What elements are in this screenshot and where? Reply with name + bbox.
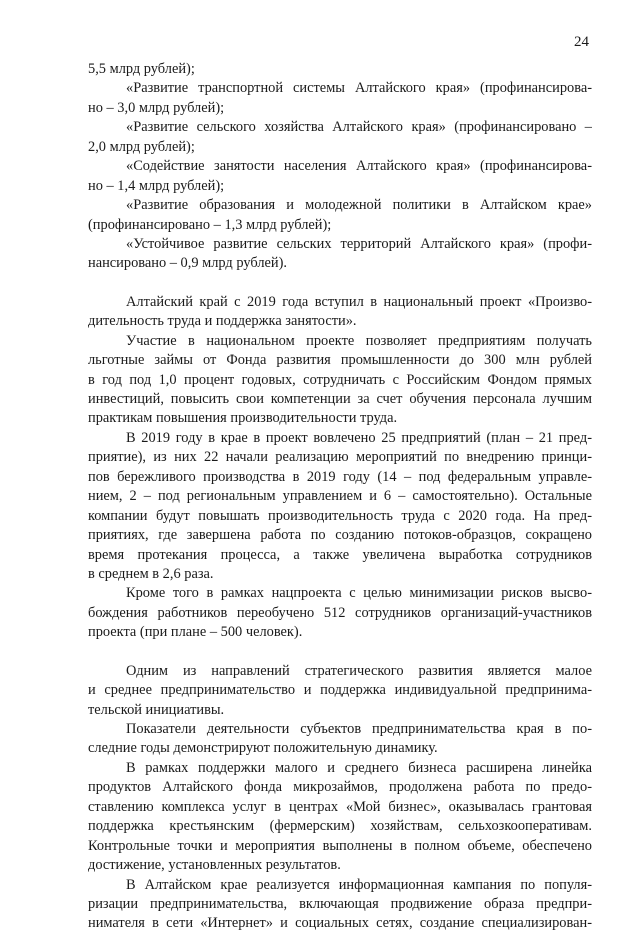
text-line: в среднем в 2,6 раза. xyxy=(88,565,214,582)
text-line: «Развитие транспортной системы Алтайского края» (профинансирова- xyxy=(126,80,592,97)
text-line: поддержка крестьянским (фермерским) хозяйствам, сельхозкооперативам. xyxy=(88,818,592,835)
text-line: «Развитие сельского хозяйства Алтайского края» (профинансировано – xyxy=(126,119,592,136)
text-line: но – 3,0 млрд рублей); xyxy=(88,99,225,116)
text-line: Одним из направлений стратегического развития является малое xyxy=(126,662,592,679)
text-line: льготные займы от Фонда развития промышленности до 300 млн рублей xyxy=(88,352,592,369)
text-line: (профинансировано – 1,3 млрд рублей); xyxy=(88,216,332,233)
text-line: нансировано – 0,9 млрд рублей). xyxy=(88,255,287,272)
text-line: В Алтайском крае реализуется информационная кампания по популя- xyxy=(126,876,592,893)
text-line: но – 1,4 млрд рублей); xyxy=(88,177,225,194)
text-line: «Устойчивое развитие сельских территорий Алтайского края» (профи- xyxy=(126,235,592,252)
text-line: достижение, установленных результатов. xyxy=(88,857,341,874)
text-line: приятие), из них 22 начали реализацию мероприятий по внедрению принци- xyxy=(88,449,592,466)
text-line: время протекания процесса, а также увеличена выработка сотрудников xyxy=(88,546,592,563)
text-line: компании будут повышать производительность труда с 2020 года. На пред- xyxy=(88,507,592,524)
text-line: пов бережливого производства в 2019 году (14 – под федеральным управле- xyxy=(88,468,592,485)
text-line: практикам повышения производительности труда. xyxy=(88,410,398,427)
text-line: нием, 2 – под региональным управлением и 6 – самостоятельно). Остальные xyxy=(88,488,592,505)
document-body xyxy=(88,60,592,934)
page-number: 24 xyxy=(574,34,589,50)
text-line: ставлению комплекса услуг в центрах «Мой бизнес», оказывалась грантовая xyxy=(88,798,592,815)
text-line: Алтайский край с 2019 года вступил в национальный проект «Произво- xyxy=(126,293,592,310)
text-line: Кроме того в рамках нацпроекта с целью минимизации рисков высво- xyxy=(126,585,592,602)
text-line: Контрольные точки и мероприятия выполнены в полном объеме, обеспечено xyxy=(88,837,592,854)
text-line: «Развитие образования и молодежной политики в Алтайском крае» xyxy=(126,197,592,214)
text-line: бождения работников переобучено 512 сотрудников организаций-участников xyxy=(88,604,592,621)
paragraph xyxy=(88,662,592,934)
paragraph-gap xyxy=(88,274,592,293)
text-line: продуктов Алтайского фонда микрозаймов, продолжена работа по предо- xyxy=(88,779,592,796)
text-line: приятиях, где завершена работа по созданию потоков-образцов, сокращено xyxy=(88,527,592,544)
text-line: 5,5 млрд рублей); xyxy=(88,61,195,77)
text-line: Показатели деятельности субъектов предпринимательства края в по- xyxy=(126,721,592,737)
text-line: Участие в национальном проекте позволяет предприятиям получать xyxy=(126,332,592,349)
text-line: в год под 1,0 процент годовых, сотрудничать с Российским Фондом прямых xyxy=(88,371,592,388)
text-line: инвестиций, повысить свои компетенции за счет обучения персонала лучшим xyxy=(88,391,592,407)
text-line: В рамках поддержки малого и среднего бизнеса расширена линейка xyxy=(126,759,592,776)
text-line: тельской инициативы. xyxy=(88,701,225,718)
text-line: «Содействие занятости населения Алтайского края» (профинансирова- xyxy=(126,158,592,175)
text-line: следние годы демонстрируют положительную динамику. xyxy=(88,740,438,757)
paragraph-gap xyxy=(88,643,592,662)
text-line: и среднее предпринимательство и поддержка индивидуальной предпринима- xyxy=(88,682,592,699)
text-line: нимателя в сети «Интернет» и социальных сетях, создание специализирован- xyxy=(88,915,592,932)
text-line: В 2019 году в крае в проект вовлечено 25 предприятий (план – 21 пред- xyxy=(126,429,592,446)
text-line: дительность труда и поддержка занятости». xyxy=(88,313,357,330)
text-line: 2,0 млрд рублей); xyxy=(88,138,195,155)
text-line: ризации предпринимательства, включающая продвижение образа предпри- xyxy=(88,895,592,912)
paragraph xyxy=(88,60,592,274)
paragraph xyxy=(88,293,592,643)
text-line: проекта (при плане – 500 человек). xyxy=(88,624,303,641)
